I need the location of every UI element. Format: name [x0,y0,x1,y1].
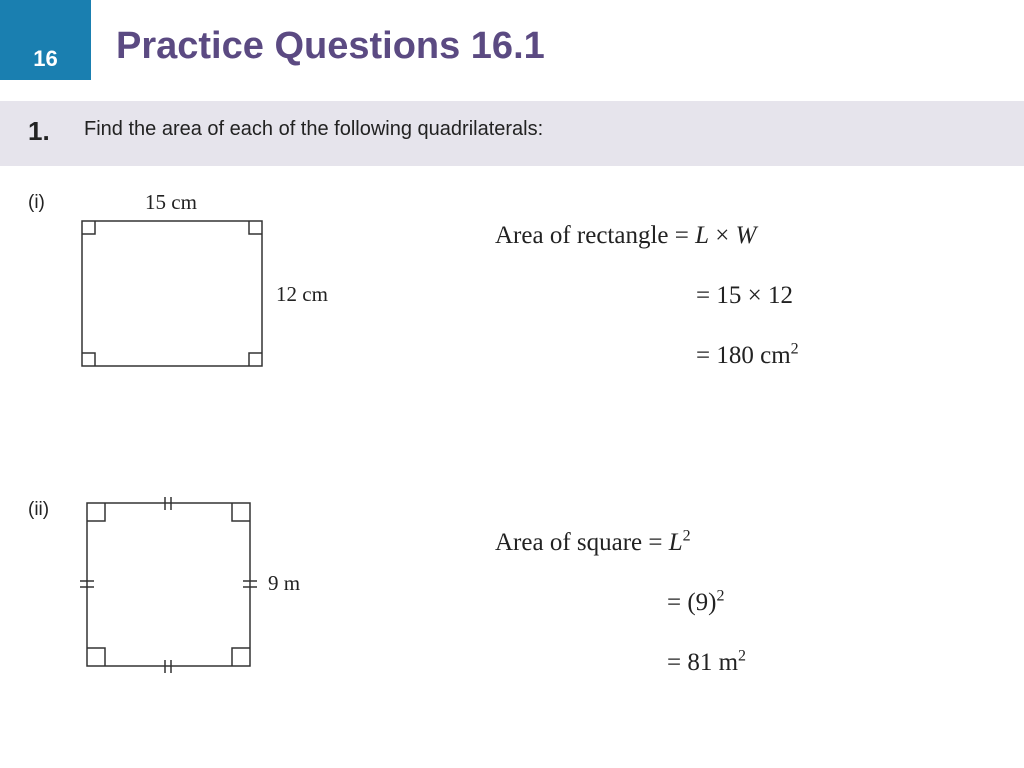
formula-prefix: Area of square = [495,529,669,556]
square-substitution-line [667,589,725,617]
result-text: = 81 m [667,649,739,676]
substitution-text: = (9) [667,589,717,616]
right-angle-marker [87,503,105,521]
square-outline [87,503,250,666]
question-number: 1. [28,116,50,146]
right-angle-marker [249,221,262,234]
rectangle-substitution-line: = 15 × 12 [696,282,793,309]
result-exponent: 2 [738,647,747,665]
rectangle-formula-line [495,222,756,250]
square-side-label: 9 m [268,571,301,595]
formula-var-length: L [668,529,683,556]
formula-exponent: 2 [682,527,691,545]
right-angle-marker [82,353,95,366]
right-angle-marker [87,648,105,666]
substitution-exponent: 2 [716,587,725,605]
question-text: Find the area of each of the following quadrilaterals: [84,118,544,140]
chapter-number: 16 [33,46,58,71]
right-angle-marker [232,648,250,666]
result-text: = 180 cm [696,342,791,369]
formula-var-width: W [735,222,757,249]
square-figure [60,490,360,680]
right-angle-marker [249,353,262,366]
formula-times: × [709,222,736,249]
rectangle-height-label: 12 cm [276,282,328,306]
page-title: Practice Questions 16.1 [116,25,545,67]
rectangle-outline [82,221,262,366]
rectangle-result-line [696,342,799,370]
formula-var-length: L [695,222,710,249]
square-formula-line [495,529,691,557]
rectangle-figure [60,185,380,385]
formula-prefix: Area of rectangle = [495,222,696,249]
part-label-i: (i) [28,192,45,213]
rectangle-width-label: 15 cm [145,190,197,214]
part-label-ii: (ii) [28,499,50,520]
result-exponent: 2 [790,340,799,358]
square-result-line [667,649,746,677]
question-bar [0,101,1024,166]
right-angle-marker [82,221,95,234]
right-angle-marker [232,503,250,521]
chapter-number-badge [0,0,91,80]
